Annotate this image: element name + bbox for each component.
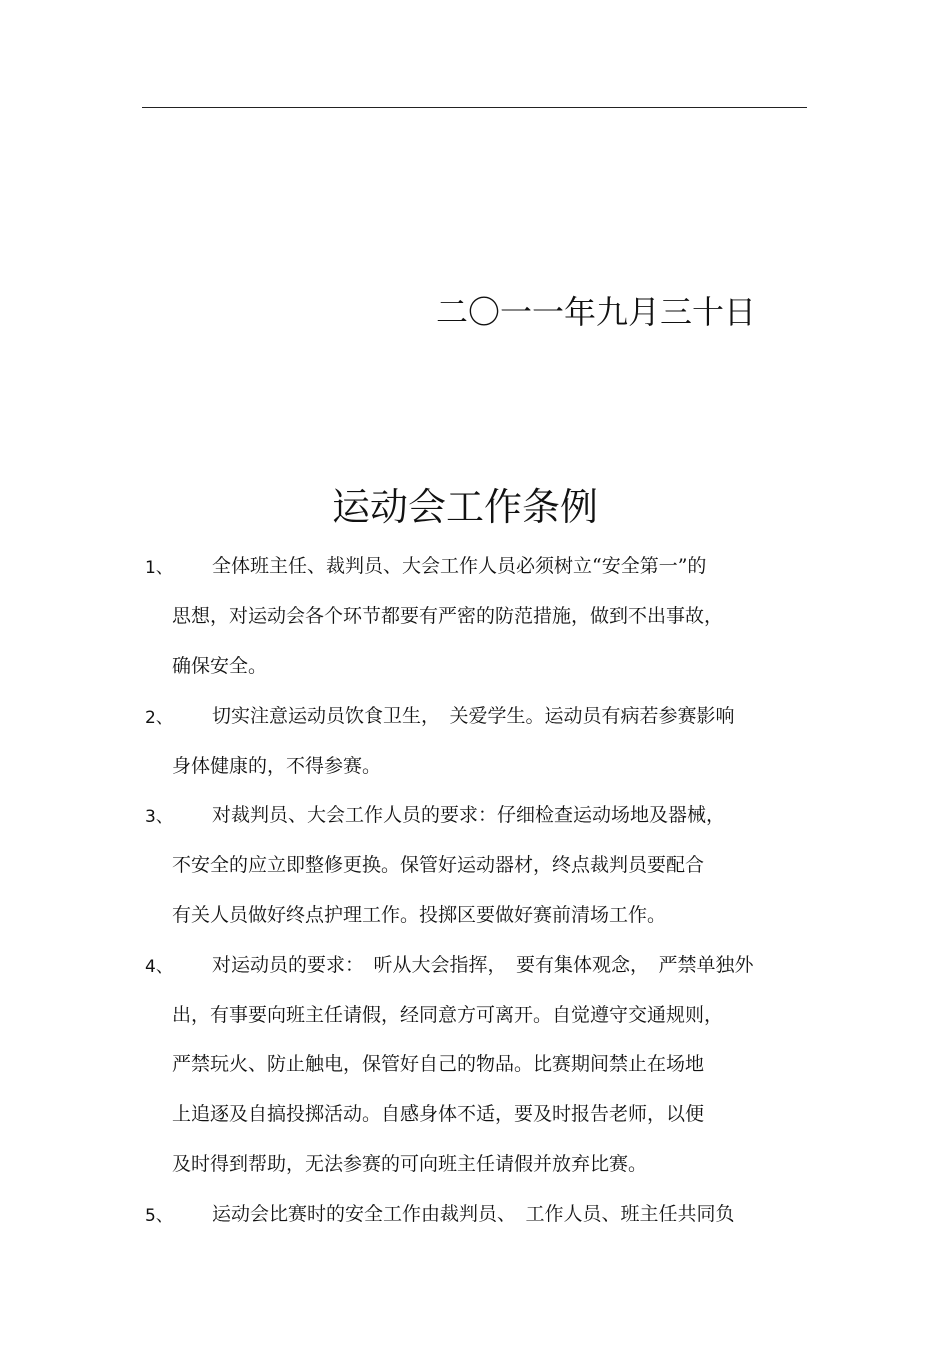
item-text-line: 不安全的应立即整修更换。保管好运动器材，终点裁判员要配合 xyxy=(172,854,705,876)
item-text-line: 运动会比赛时的安全工作由裁判员、 工作人员、班主任共同负 xyxy=(212,1203,735,1225)
item-text-line: 思想，对运动会各个环节都要有严密的防范措施，做到不出事故， xyxy=(172,605,724,627)
item-text-line: 身体健康的，不得参赛。 xyxy=(172,755,382,777)
item-text-line: 严禁玩火、防止触电，保管好自己的物品。比赛期间禁止在场地 xyxy=(172,1053,705,1075)
item-number: 5、 xyxy=(145,1206,173,1226)
date-line: 二〇一一年九月三十日 xyxy=(436,293,757,331)
item-number: 4、 xyxy=(145,957,173,977)
item-text-line: 对运动员的要求： 听从大会指挥， 要有集体观念， 严禁单独外 xyxy=(212,954,754,976)
item-number: 2、 xyxy=(145,708,173,728)
item-text-line: 上追逐及自搞投掷活动。自感身体不适，要及时报告老师，以便 xyxy=(172,1103,705,1125)
item-text-line: 切实注意运动员饮食卫生， 关爱学生。运动员有病若参赛影响 xyxy=(212,705,735,727)
item-text-line: 对裁判员、大会工作人员的要求：仔细检查运动场地及器械， xyxy=(212,804,726,826)
item-text-line: 有关人员做好终点护理工作。投掷区要做好赛前清场工作。 xyxy=(172,904,667,926)
document-title: 运动会工作条例 xyxy=(331,485,598,529)
item-number: 1、 xyxy=(145,558,173,578)
item-number: 3、 xyxy=(145,807,173,827)
item-text-line: 全体班主任、裁判员、大会工作人员必须树立“安全第一”的 xyxy=(212,555,707,577)
header-rule xyxy=(142,107,807,108)
item-text-line: 出，有事要向班主任请假，经同意方可离开。自觉遵守交通规则， xyxy=(172,1004,724,1026)
item-text-line: 确保安全。 xyxy=(172,655,268,677)
item-text-line: 及时得到帮助，无法参赛的可向班主任请假并放弃比赛。 xyxy=(172,1153,648,1175)
